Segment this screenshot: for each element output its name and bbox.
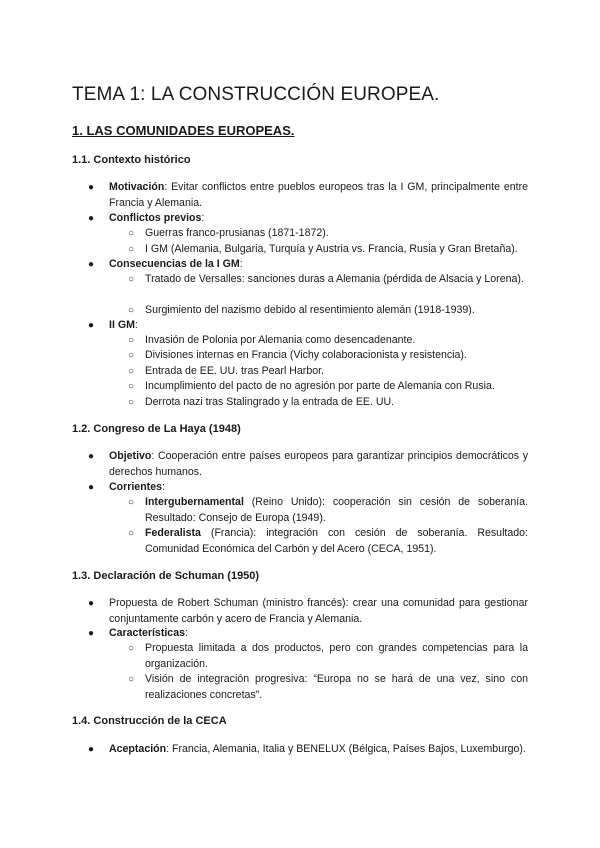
sub-item-text: Incumplimiento del pacto de no agresión por parte de Alemania con Rusia. (145, 380, 495, 392)
hollow-bullet-icon: ○ (128, 305, 135, 316)
sub-list-item (128, 641, 528, 672)
label-consecuencias: Consecuencias de la I GM (109, 258, 240, 270)
list-item-corrientes (88, 480, 528, 496)
sub-item-text: Visión de integración progresiva: “Europa no se hará de una vez, sino con realizaciones concretas”. (145, 673, 528, 701)
hollow-bullet-icon: ○ (128, 497, 135, 508)
text-federalista: (Francia): integración con cesión de soberanía. Resultado: Comunidad Económica del Carbón y del Acero (CECA, 1951). (145, 527, 528, 555)
bullet-icon: ● (88, 213, 95, 224)
subsection-heading-1-3: 1.3. Declaración de Schuman (1950) (72, 570, 260, 582)
sub-item-text: Guerras franco-prusianas (1871-1872). (145, 227, 329, 239)
list-item-aceptacion (88, 742, 528, 758)
bullet-icon: ● (88, 628, 95, 639)
text-intergubernamental: (Reino Unido): cooperación sin cesión de soberanía. Resultado: Consejo de Europa (1949). (145, 496, 528, 524)
sub-list-item (128, 364, 528, 380)
list-item-caracteristicas (88, 626, 528, 642)
sub-list-item (128, 495, 528, 526)
text-consecuencias: : (239, 258, 243, 270)
subsection-heading-1-4: 1.4. Construcción de la CECA (72, 715, 227, 727)
hollow-bullet-icon: ○ (128, 528, 135, 539)
list-item-iigm (88, 318, 528, 334)
sub-item-text: Invasión de Polonia por Alemania como desencadenante. (145, 334, 416, 346)
subsection-heading-1-2: 1.2. Congreso de La Haya (1948) (72, 423, 241, 435)
sub-item-text: Divisiones internas en Francia (Vichy colaboracionista y resistencia). (145, 349, 467, 361)
text-objetivo: : Cooperación entre países europeos para garantizar principios democráticos y derechos humanos. (109, 450, 528, 478)
sub-list-item (128, 348, 528, 364)
label-federalista: Federalista (145, 527, 201, 539)
sub-list-item (128, 333, 528, 349)
label-motivacion: Motivación (109, 181, 165, 193)
hollow-bullet-icon: ○ (128, 674, 135, 685)
bullet-icon: ● (88, 259, 95, 270)
sub-item-text: Tratado de Versalles: sanciones duras a Alemania (pérdida de Alsacia y Lorena). (145, 273, 524, 285)
hollow-bullet-icon: ○ (128, 381, 135, 392)
subsection-heading-1-1: 1.1. Contexto histórico (72, 154, 191, 166)
label-aceptacion: Aceptación (109, 743, 167, 755)
sub-list-item (128, 272, 528, 288)
sub-list-item (128, 379, 528, 395)
list-item-objetivo (88, 449, 528, 480)
sub-list-item (128, 672, 528, 703)
label-intergubernamental: Intergubernamental (145, 496, 244, 508)
document-title: TEMA 1: LA CONSTRUCCIÓN EUROPEA. (72, 84, 440, 105)
sub-list-item (128, 242, 528, 258)
text-iigm: : (134, 319, 138, 331)
label-conflictos: Conflictos previos (109, 212, 202, 224)
text-aceptacion: : Francia, Alemania, Italia y BENELUX (Bélgica, Países Bajos, Luxemburgo). (166, 743, 526, 755)
hollow-bullet-icon: ○ (128, 397, 135, 408)
bullet-icon: ● (88, 744, 95, 755)
bullet-icon: ● (88, 320, 95, 331)
hollow-bullet-icon: ○ (128, 228, 135, 239)
text-caracteristicas: : (184, 627, 188, 639)
list-item-conflictos (88, 211, 528, 227)
sub-item-text: Entrada de EE. UU. tras Pearl Harbor. (145, 365, 324, 377)
sub-list-item (128, 526, 528, 557)
hollow-bullet-icon: ○ (128, 350, 135, 361)
sub-item-text: Derrota nazi tras Stalingrado y la entrada de EE. UU. (145, 396, 395, 408)
bullet-icon: ● (88, 482, 95, 493)
label-objetivo: Objetivo (109, 450, 152, 462)
text-conflictos: : (201, 212, 205, 224)
hollow-bullet-icon: ○ (128, 244, 135, 255)
sub-item-text: Propuesta limitada a dos productos, pero con grandes competencias para la organización. (145, 642, 528, 670)
label-corrientes: Corrientes (109, 481, 162, 493)
hollow-bullet-icon: ○ (128, 274, 135, 285)
text-propuesta: Propuesta de Robert Schuman (ministro francés): crear una comunidad para gestionar conjuntamente carbón y acero de Francia y Alemania. (109, 597, 528, 625)
sub-item-text: Surgimiento del nazismo debido al resentimiento alemán (1918-1939). (145, 304, 475, 316)
text-motivacion: : Evitar conflictos entre pueblos europeos tras la I GM, principalmente entre Francia y Alemania. (109, 181, 528, 209)
label-caracteristicas: Características (109, 627, 185, 639)
label-iigm: II GM (109, 319, 135, 331)
sub-list-item (128, 395, 528, 411)
hollow-bullet-icon: ○ (128, 643, 135, 654)
bullet-icon: ● (88, 451, 95, 462)
text-corrientes: : (161, 481, 165, 493)
sub-item-text: I GM (Alemania, Bulgaria, Turquía y Austria vs. Francia, Rusia y Gran Bretaña). (145, 243, 518, 255)
bullet-icon: ● (88, 598, 95, 609)
list-item-propuesta (88, 596, 528, 627)
sub-list-item (128, 226, 528, 242)
hollow-bullet-icon: ○ (128, 366, 135, 377)
hollow-bullet-icon: ○ (128, 335, 135, 346)
bullet-icon: ● (88, 182, 95, 193)
list-item-motivacion (88, 180, 528, 211)
section-heading-1: 1. LAS COMUNIDADES EUROPEAS. (72, 123, 295, 138)
list-item-consecuencias (88, 257, 528, 273)
sub-list-item (128, 303, 528, 319)
